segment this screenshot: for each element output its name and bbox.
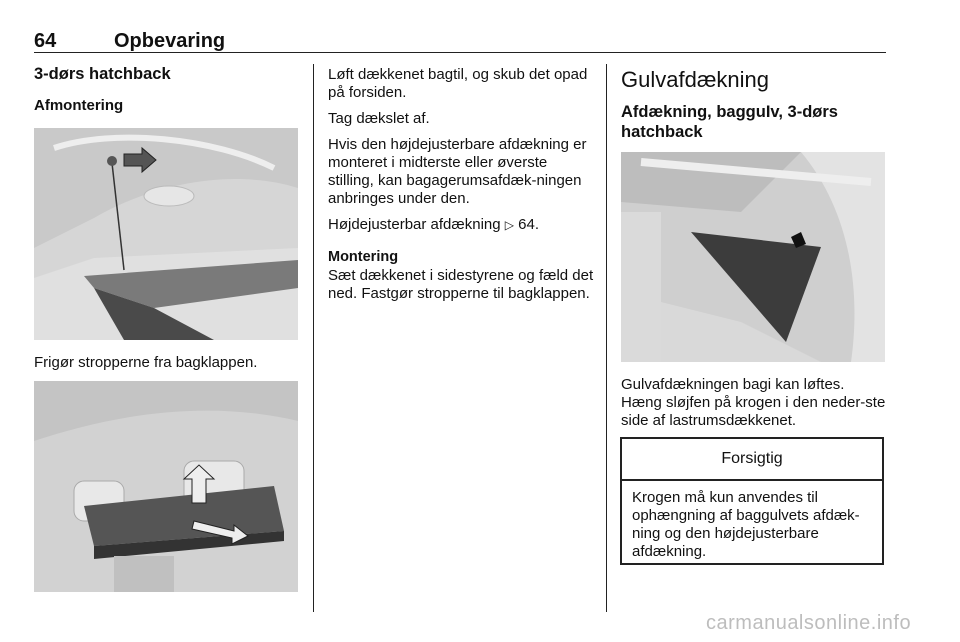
- left-caption-block: [34, 354, 298, 372]
- middle-subheading: Montering: [328, 249, 399, 265]
- right-text-block: [621, 376, 887, 430]
- caution-box: [620, 437, 884, 565]
- middle-paragraph-5: Sæt dækkenet i sidestyrene og fæld det ned. Fastgør stropperne til bagklappen.: [328, 267, 594, 302]
- left-caption: Frigør stropperne fra bagklappen.: [34, 354, 258, 371]
- cover-removal-illustration: [34, 128, 298, 340]
- middle-paragraph-2: Tag dækslet af.: [328, 110, 430, 127]
- reference-text: Højdejusterbar afdækning: [328, 216, 501, 233]
- middle-column: [328, 66, 596, 303]
- column-divider-1: [313, 64, 314, 612]
- page-header: [34, 30, 886, 54]
- left-column: [34, 64, 298, 115]
- watermark: carmanualsonline.info: [706, 612, 912, 634]
- middle-paragraph-1: Løft dækkenet bagtil, og skub det opad på forsiden.: [328, 66, 588, 101]
- reference-page[interactable]: 64.: [518, 216, 540, 233]
- strap-release-illustration: [34, 381, 298, 592]
- reference-arrow-icon: ▷: [504, 218, 514, 232]
- caution-body: Krogen må kun anvendes til ophængning af baggulvets afdæk-ning og den højdejusterbare afdækning.: [632, 489, 860, 560]
- column-divider-2: [606, 64, 607, 612]
- middle-paragraph-3: Hvis den højdejusterbare afdækning er monteret i midterste eller øverste stilling, kan bagagerumsafdæk-ningen anbringes under den.: [328, 136, 587, 207]
- header-rule: [34, 52, 886, 53]
- right-heading: Gulvafdækning: [621, 67, 769, 92]
- right-paragraph-1: Gulvafdækningen bagi kan løftes. Hæng sløjfen på krogen i den neder-ste side af lastrumsdækkenet.: [621, 376, 886, 429]
- caution-title: Forsigtig: [622, 439, 882, 481]
- section-title: Opbevaring: [114, 30, 226, 52]
- right-subheading: Afdækning, bagguIv, 3-dørs hatchback: [621, 103, 838, 141]
- floor-cover-illustration: [621, 152, 885, 362]
- right-column: [621, 66, 885, 142]
- left-heading: 3-dørs hatchback: [34, 65, 171, 83]
- page-number: 64: [34, 30, 57, 52]
- middle-paragraph-4: [328, 216, 596, 234]
- left-subheading: Afmontering: [34, 97, 124, 114]
